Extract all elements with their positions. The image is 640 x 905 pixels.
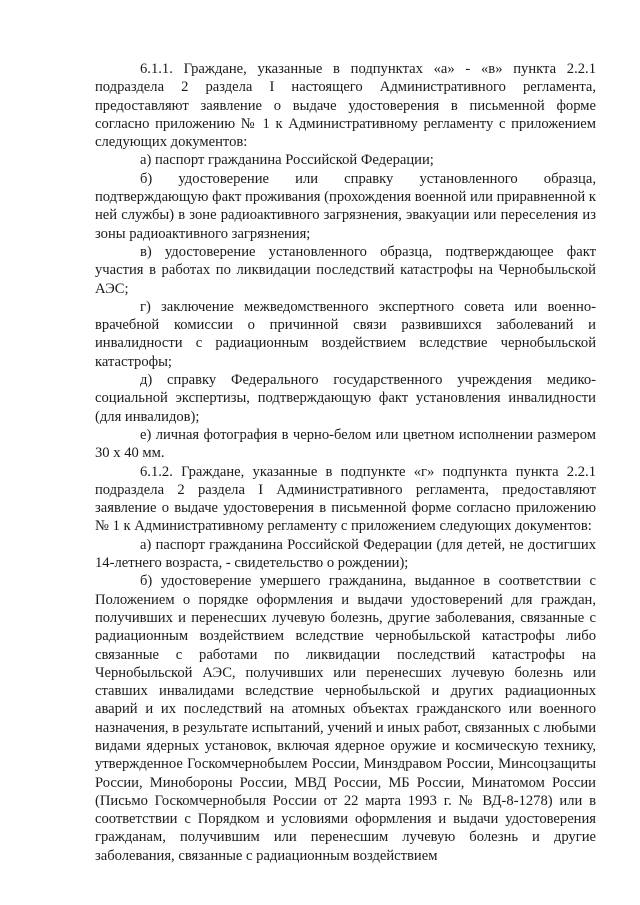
list-item-a-passport-birth-certificate: а) паспорт гражданина Российской Федерации (для детей, не достигших 14-летнего возраста, - свидетельство о рождении); xyxy=(95,536,596,572)
list-item-b-residence-certificate: б) удостоверение или справку установленного образца, подтверждающую факт проживания (прохождения военной или приравненной к ней службы) в зоне радиоактивного загрязнения, эвакуации или переселения из зоны радиоактивного загрязнения; xyxy=(95,170,596,242)
list-item-g-expert-conclusion: г) заключение межведомственного экспертного совета или военно-врачебной комиссии о причинной связи развившихся заболеваний и инвалидности с радиационным воздействием вследствие чернобыльской катастрофы; xyxy=(95,298,596,370)
list-item-d-disability-certificate: д) справку Федерального государственного учреждения медико-социальной экспертизы, подтверждающую факт установления инвалидности (для инвалидов); xyxy=(95,372,596,425)
paragraph-6-1-1: 6.1.1. Граждане, указанные в подпунктах «а» - «в» пункта 2.2.1 подраздела 2 раздела I настоящего Административного регламента, предоставляют заявление о выдаче удостоверения в письменной форме согласно приложению № 1 к Административному регламенту с приложением следующих документов: xyxy=(95,61,596,151)
document-body xyxy=(95,60,596,865)
list-item-a-passport: а) паспорт гражданина Российской Федерации; xyxy=(140,152,434,169)
list-item-v-liquidation-participation: в) удостоверение установленного образца, подтверждающее факт участия в работах по ликвидации последствий катастрофы на Чернобыльской АЭС; xyxy=(95,243,596,297)
paragraph-6-1-2: 6.1.2. Граждане, указанные в подпункте «г» подпункта пункта 2.2.1 подраздела 2 раздела I Административного регламента, предоставляют заявление о выдаче удостоверения в письменной форме согласно приложению № 1 к Административному регламенту с приложением следующих документов: xyxy=(95,463,596,535)
list-item-e-photograph: е) личная фотография в черно-белом или цветном исполнении размером 30 х 40 мм. xyxy=(95,426,596,462)
list-item-b-deceased-certificate: б) удостоверение умершего гражданина, выданное в соответствии с Положением о порядке оформления и выдачи удостоверений для граждан, получивших и перенесших лучевую болезнь, другие заболевания, связанные с радиационным воздействием вследствие чернобыльской катастрофы либо связанные с работами по ликвидации последствий катастрофы на Чернобыльской АЭС, получивших или перенесших лучевую болезнь или ставших инвалидами вследствие чернобыльской и других радиационных аварий и их последствий на атомных объектах гражданского или военного назначения, в результате испытаний, учений и иных работ, связанных с любыми видами ядерных установок, включая ядерное оружие и космическую технику, утвержденное Госкомчернобылем России, Минздравом России, Минсоцзащиты России, Минобороны России, МВД России, МБ России, Минатомом России (Письмо Госкомчернобыля России от 22 марта 1993 г. № ВД-8-1278) или в соответствии с Порядком и условиями оформления и выдачи удостоверения гражданам, получившим или перенесшим лучевую болезнь и другие заболевания, связанные с радиационным воздействием xyxy=(95,573,596,864)
